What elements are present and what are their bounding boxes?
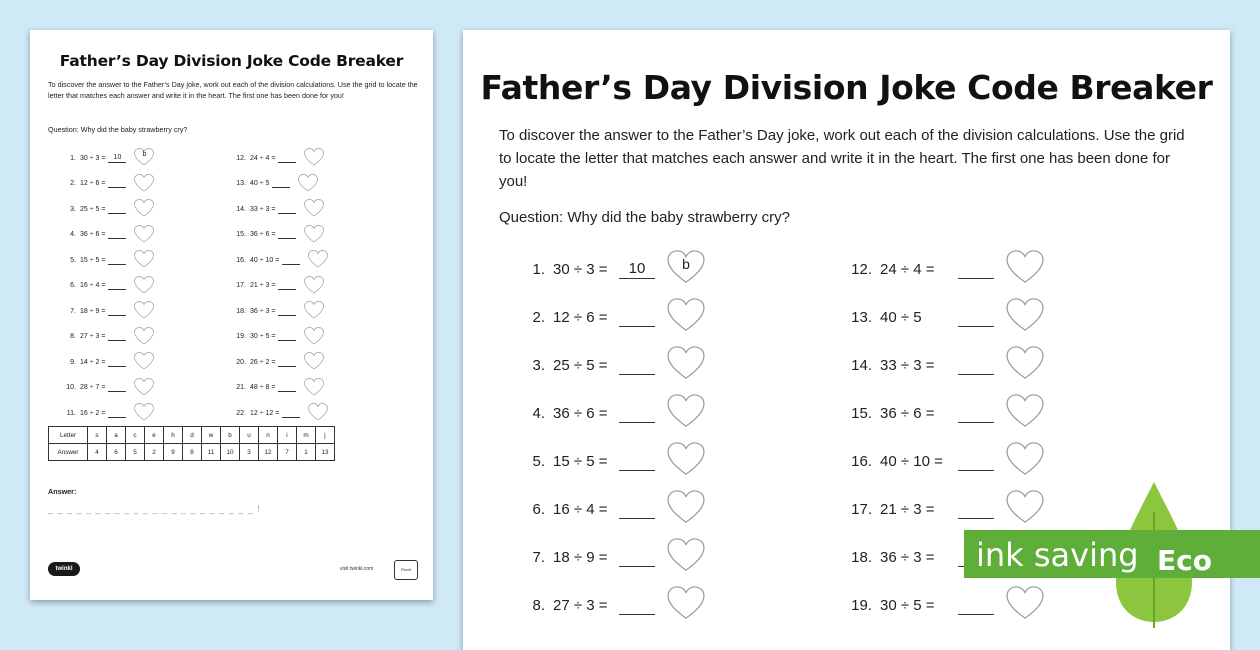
grid-answer: 13 xyxy=(316,444,335,461)
answer-blank[interactable] xyxy=(282,409,300,418)
large-question-row xyxy=(838,299,1044,335)
large-question-row xyxy=(511,395,705,431)
answer-heart[interactable] xyxy=(1006,346,1044,384)
answer-blank[interactable] xyxy=(619,548,655,567)
heart-icon xyxy=(134,276,154,294)
small-question-row xyxy=(230,352,324,372)
grid-answer: 9 xyxy=(164,444,183,461)
grid-answer: 5 xyxy=(126,444,145,461)
heart-icon xyxy=(304,225,324,243)
answer-blank[interactable] xyxy=(619,500,655,519)
answer-heart[interactable] xyxy=(304,352,324,372)
answer-blank[interactable] xyxy=(619,596,655,615)
answer-blank[interactable] xyxy=(958,308,994,327)
question-number: 6. xyxy=(70,282,76,289)
answer-label: Answer: xyxy=(48,487,77,496)
heart-icon xyxy=(667,346,705,380)
heart-icon xyxy=(1006,346,1044,380)
answer-blank[interactable] xyxy=(108,409,126,418)
answer-heart[interactable] xyxy=(134,403,154,423)
answer-blank[interactable] xyxy=(619,308,655,327)
question-calculation: 18 ÷ 9 = xyxy=(80,307,106,315)
answer-blank[interactable] xyxy=(108,332,126,341)
answer-blank[interactable] xyxy=(282,256,300,265)
large-question-row xyxy=(838,443,1044,479)
grid-letter: u xyxy=(240,427,259,444)
heart-letter: b xyxy=(682,256,690,272)
question-calculation: 36 ÷ 6 = xyxy=(250,231,276,238)
question-number: 22. xyxy=(236,409,246,417)
heart-icon xyxy=(134,250,154,268)
question-calculation: 36 ÷ 6 = xyxy=(880,404,935,422)
question-calculation: 30 ÷ 5 = xyxy=(250,333,276,340)
grid-answer: 4 xyxy=(88,444,107,461)
large-title: Father’s Day Division Joke Code Breaker xyxy=(480,68,1213,107)
question-number: 8. xyxy=(532,596,545,614)
question-number: 13. xyxy=(851,308,872,326)
question-number: 15. xyxy=(851,404,872,422)
grid-letter: w xyxy=(202,427,221,444)
question-number: 12. xyxy=(851,260,872,278)
question-number: 20. xyxy=(236,358,246,366)
question-calculation: 30 ÷ 3 = xyxy=(80,154,106,162)
twinkl-logo: twinkl xyxy=(48,562,80,576)
answer-blank[interactable] xyxy=(108,383,126,392)
question-calculation: 40 ÷ 10 = xyxy=(250,256,280,264)
heart-icon xyxy=(1006,250,1044,284)
heart-icon xyxy=(667,394,705,428)
question-number: 19. xyxy=(236,333,246,340)
answer-heart[interactable] xyxy=(134,378,154,398)
question-calculation: 48 ÷ 8 = xyxy=(250,384,276,391)
large-intro: To discover the answer to the Father’s Day joke, work out each of the division calculations. Use the grid to locate the letter that matches each answer and write it in the heart. The first one has been done for you! xyxy=(499,127,1185,190)
question-calculation: 24 ÷ 4 = xyxy=(880,260,935,278)
small-intro: To discover the answer to the Father’s Day joke, work out each of the division calculations. Use the grid to locate the letter that matches each answer and write it in the heart. The first one has been done for you! xyxy=(48,80,418,100)
question-number: 10. xyxy=(66,384,76,391)
answer-heart[interactable] xyxy=(134,301,154,321)
answer-blank[interactable] xyxy=(108,358,126,367)
question-calculation: 16 ÷ 2 = xyxy=(80,409,106,417)
heart-letter: b xyxy=(142,151,147,158)
question-number: 18. xyxy=(236,307,246,315)
grid-answer-row xyxy=(49,444,335,461)
large-question-row xyxy=(838,347,1044,383)
large-question-row xyxy=(511,443,705,479)
answer-heart[interactable] xyxy=(1006,250,1044,288)
small-question-row xyxy=(230,403,328,423)
question-number: 21. xyxy=(236,384,246,391)
footer-url[interactable]: visit twinkl.com xyxy=(340,566,374,572)
answer-heart[interactable] xyxy=(134,352,154,372)
grid-letter-header: Letter xyxy=(49,427,88,444)
answer-blank[interactable] xyxy=(108,281,126,290)
answer-heart[interactable] xyxy=(667,250,705,288)
small-question-row xyxy=(230,301,324,321)
large-question-row xyxy=(511,251,705,287)
heart-icon xyxy=(298,174,318,192)
question-calculation: 21 ÷ 3 = xyxy=(250,282,276,289)
small-question-row xyxy=(230,225,324,245)
question-calculation: 30 ÷ 5 = xyxy=(880,596,935,614)
grid-letter: i xyxy=(278,427,297,444)
answer-heart[interactable] xyxy=(304,378,324,398)
heart-icon xyxy=(667,490,705,524)
answer-blank[interactable] xyxy=(278,154,296,163)
question-number: 2. xyxy=(532,308,545,326)
answer-blank[interactable] xyxy=(108,179,126,188)
answer-heart[interactable] xyxy=(1006,442,1044,480)
small-question-row xyxy=(230,378,324,398)
question-calculation: 25 ÷ 5 = xyxy=(553,356,608,374)
answer-blank[interactable] xyxy=(108,205,126,214)
question-number: 11. xyxy=(66,409,76,417)
answer-blank[interactable] xyxy=(278,281,296,290)
small-question: Question: Why did the baby strawberry cry? xyxy=(48,125,188,134)
small-question-row xyxy=(60,378,154,398)
question-number: 18. xyxy=(851,548,872,566)
heart-icon xyxy=(134,199,154,217)
question-calculation: 40 ÷ 5 xyxy=(250,180,270,187)
answer-blank[interactable] xyxy=(619,452,655,471)
answer-heart[interactable] xyxy=(134,148,154,168)
answer-blank[interactable] xyxy=(278,383,296,392)
small-question-row xyxy=(60,301,154,321)
answer-blank[interactable] xyxy=(108,230,126,239)
question-calculation: 36 ÷ 3 = xyxy=(250,307,276,315)
answer-blank[interactable]: 10 xyxy=(108,154,126,163)
grid-letter: m xyxy=(297,427,316,444)
planit-badge: PlanIt xyxy=(394,560,418,580)
question-calculation: 36 ÷ 6 = xyxy=(80,231,106,238)
question-calculation: 21 ÷ 3 = xyxy=(880,500,935,518)
question-number: 4. xyxy=(70,231,76,238)
answer-heart[interactable] xyxy=(308,403,328,423)
grid-letter: b xyxy=(221,427,240,444)
small-question-row xyxy=(230,276,324,296)
small-question-row xyxy=(230,327,324,347)
question-number: 14. xyxy=(236,205,246,213)
answer-heart[interactable] xyxy=(667,538,705,576)
question-number: 16. xyxy=(851,452,872,470)
small-question-row xyxy=(60,174,154,194)
small-question-row xyxy=(230,174,318,194)
small-question-row xyxy=(230,148,324,168)
question-number: 15. xyxy=(236,231,246,238)
heart-icon xyxy=(308,403,328,421)
question-calculation: 16 ÷ 4 = xyxy=(553,500,608,518)
heart-icon xyxy=(134,403,154,421)
answer-heart[interactable] xyxy=(1006,298,1044,336)
grid-letter: d xyxy=(183,427,202,444)
answer-heart[interactable] xyxy=(304,276,324,296)
answer-blank[interactable] xyxy=(278,307,296,316)
heart-icon xyxy=(304,148,324,166)
answer-heart[interactable] xyxy=(304,225,324,245)
answer-blank[interactable] xyxy=(108,256,126,265)
question-number: 6. xyxy=(532,500,545,518)
heart-icon xyxy=(304,352,324,370)
answer-heart[interactable] xyxy=(304,148,324,168)
question-number: 17. xyxy=(851,500,872,518)
question-calculation: 15 ÷ 5 = xyxy=(553,452,608,470)
question-calculation: 25 ÷ 5 = xyxy=(80,205,106,213)
heart-icon xyxy=(667,538,705,572)
answer-blank[interactable] xyxy=(619,404,655,423)
answer-heart[interactable] xyxy=(304,327,324,347)
worksheet-thumbnail xyxy=(30,30,433,600)
answer-heart[interactable] xyxy=(134,225,154,245)
answer-blank[interactable] xyxy=(278,358,296,367)
question-calculation: 33 ÷ 3 = xyxy=(250,205,276,213)
question-number: 5. xyxy=(70,256,76,264)
heart-icon xyxy=(134,327,154,345)
grid-letter: n xyxy=(259,427,278,444)
answer-heart[interactable] xyxy=(304,199,324,219)
question-calculation: 26 ÷ 2 = xyxy=(250,358,276,366)
question-calculation: 40 ÷ 5 xyxy=(880,308,922,326)
answer-blank[interactable] xyxy=(958,356,994,375)
question-number: 7. xyxy=(532,548,545,566)
answer-heart[interactable] xyxy=(667,586,705,624)
small-question-row xyxy=(60,225,154,245)
answer-heart[interactable] xyxy=(304,301,324,321)
grid-answer-header: Answer xyxy=(49,444,88,461)
question-calculation: 14 ÷ 2 = xyxy=(80,358,106,366)
heart-icon xyxy=(1006,442,1044,476)
large-question-row xyxy=(511,587,705,623)
question-number: 17. xyxy=(236,282,246,289)
answer-heart[interactable] xyxy=(134,174,154,194)
question-calculation: 24 ÷ 4 = xyxy=(250,154,276,162)
large-question-row xyxy=(838,395,1044,431)
question-calculation: 12 ÷ 12 = xyxy=(250,409,280,417)
question-calculation: 30 ÷ 3 = xyxy=(553,260,608,278)
grid-letter: s xyxy=(88,427,107,444)
question-calculation: 16 ÷ 4 = xyxy=(80,282,106,289)
footer xyxy=(48,560,418,580)
question-number: 14. xyxy=(851,356,872,374)
question-calculation: 27 ÷ 3 = xyxy=(80,333,106,340)
large-question: Question: Why did the baby strawberry cry? xyxy=(499,209,790,226)
heart-icon xyxy=(304,378,324,396)
small-question-row xyxy=(230,250,328,270)
small-question-row xyxy=(60,199,154,219)
question-calculation: 28 ÷ 7 = xyxy=(80,384,106,391)
question-calculation: 27 ÷ 3 = xyxy=(553,596,608,614)
question-number: 16. xyxy=(236,256,246,264)
question-number: 3. xyxy=(70,205,76,213)
small-question-row xyxy=(230,199,324,219)
answer-blank[interactable] xyxy=(108,307,126,316)
heart-icon xyxy=(304,276,324,294)
heart-icon xyxy=(304,301,324,319)
question-calculation: 36 ÷ 3 = xyxy=(880,548,935,566)
heart-icon xyxy=(134,352,154,370)
answer-blank[interactable] xyxy=(958,452,994,471)
heart-icon xyxy=(304,199,324,217)
heart-icon xyxy=(134,301,154,319)
question-calculation: 18 ÷ 9 = xyxy=(553,548,608,566)
question-number: 1. xyxy=(70,154,76,162)
large-question-row xyxy=(511,299,705,335)
small-question-row xyxy=(60,403,154,423)
grid-letter: a xyxy=(107,427,126,444)
answer-heart[interactable] xyxy=(1006,394,1044,432)
answer-heart[interactable] xyxy=(134,276,154,296)
answer-heart[interactable] xyxy=(667,346,705,384)
grid-answer: 6 xyxy=(107,444,126,461)
question-number: 3. xyxy=(532,356,545,374)
question-calculation: 40 ÷ 10 = xyxy=(880,452,943,470)
small-question-row xyxy=(60,352,154,372)
small-question-row xyxy=(60,148,154,168)
answer-blank[interactable] xyxy=(958,404,994,423)
answer-blank[interactable]: 10 xyxy=(619,260,655,279)
question-calculation: 15 ÷ 5 = xyxy=(80,256,106,264)
question-number: 12. xyxy=(236,154,246,162)
answer-heart[interactable] xyxy=(667,298,705,336)
answer-heart[interactable] xyxy=(298,174,318,194)
grid-answer: 12 xyxy=(259,444,278,461)
large-question-row xyxy=(511,491,705,527)
question-number: 1. xyxy=(532,260,545,278)
answer-blank[interactable] xyxy=(278,332,296,341)
question-number: 19. xyxy=(851,596,872,614)
heart-icon xyxy=(304,327,324,345)
heart-icon xyxy=(667,586,705,620)
small-title: Father’s Day Division Joke Code Breaker xyxy=(59,52,404,70)
answer-heart[interactable] xyxy=(667,490,705,528)
question-number: 7. xyxy=(70,307,76,315)
grid-letter: c xyxy=(126,427,145,444)
heart-icon xyxy=(1006,298,1044,332)
answer-line: _ _ _ _ _ _ _ _ _ _ _ _ _ _ _ _ _ _ _ _ _ _ ! xyxy=(48,504,261,514)
answer-blank[interactable] xyxy=(272,179,290,188)
grid-letter-row xyxy=(49,427,335,444)
answer-blank[interactable] xyxy=(278,205,296,214)
heart-icon xyxy=(667,298,705,332)
heart-icon xyxy=(308,250,328,268)
grid-answer: 3 xyxy=(240,444,259,461)
question-number: 9. xyxy=(70,358,76,366)
question-calculation: 36 ÷ 6 = xyxy=(553,404,608,422)
question-number: 13. xyxy=(236,180,246,187)
question-calculation: 12 ÷ 6 = xyxy=(80,180,106,187)
answer-heart[interactable] xyxy=(667,394,705,432)
grid-answer: 10 xyxy=(221,444,240,461)
grid-answer: 1 xyxy=(297,444,316,461)
answer-blank[interactable] xyxy=(278,230,296,239)
small-question-row xyxy=(60,250,154,270)
answer-heart[interactable] xyxy=(134,199,154,219)
small-question-row xyxy=(60,276,154,296)
heart-icon xyxy=(134,378,154,396)
answer-heart[interactable] xyxy=(134,327,154,347)
answer-heart[interactable] xyxy=(308,250,328,270)
grid-letter: h xyxy=(164,427,183,444)
eco-text: ink saving xyxy=(976,536,1139,574)
question-number: 2. xyxy=(70,180,76,187)
large-question-row xyxy=(838,251,1044,287)
answer-blank[interactable] xyxy=(619,356,655,375)
code-grid xyxy=(48,426,335,461)
question-number: 5. xyxy=(532,452,545,470)
heart-icon xyxy=(1006,394,1044,428)
large-question-row xyxy=(511,539,705,575)
eco-ink-saving-badge xyxy=(964,482,1260,630)
answer-heart[interactable] xyxy=(134,250,154,270)
heart-icon xyxy=(134,225,154,243)
question-number: 4. xyxy=(532,404,545,422)
grid-letter: j xyxy=(316,427,335,444)
grid-answer: 7 xyxy=(278,444,297,461)
question-calculation: 12 ÷ 6 = xyxy=(553,308,608,326)
heart-icon xyxy=(134,174,154,192)
small-question-row xyxy=(60,327,154,347)
grid-answer: 8 xyxy=(183,444,202,461)
answer-blank[interactable] xyxy=(958,260,994,279)
eco-label: Eco xyxy=(1157,544,1212,577)
grid-answer: 2 xyxy=(145,444,164,461)
heart-icon xyxy=(667,442,705,476)
question-number: 8. xyxy=(70,333,76,340)
question-calculation: 33 ÷ 3 = xyxy=(880,356,935,374)
grid-letter: e xyxy=(145,427,164,444)
answer-heart[interactable] xyxy=(667,442,705,480)
grid-answer: 11 xyxy=(202,444,221,461)
large-question-row xyxy=(511,347,705,383)
